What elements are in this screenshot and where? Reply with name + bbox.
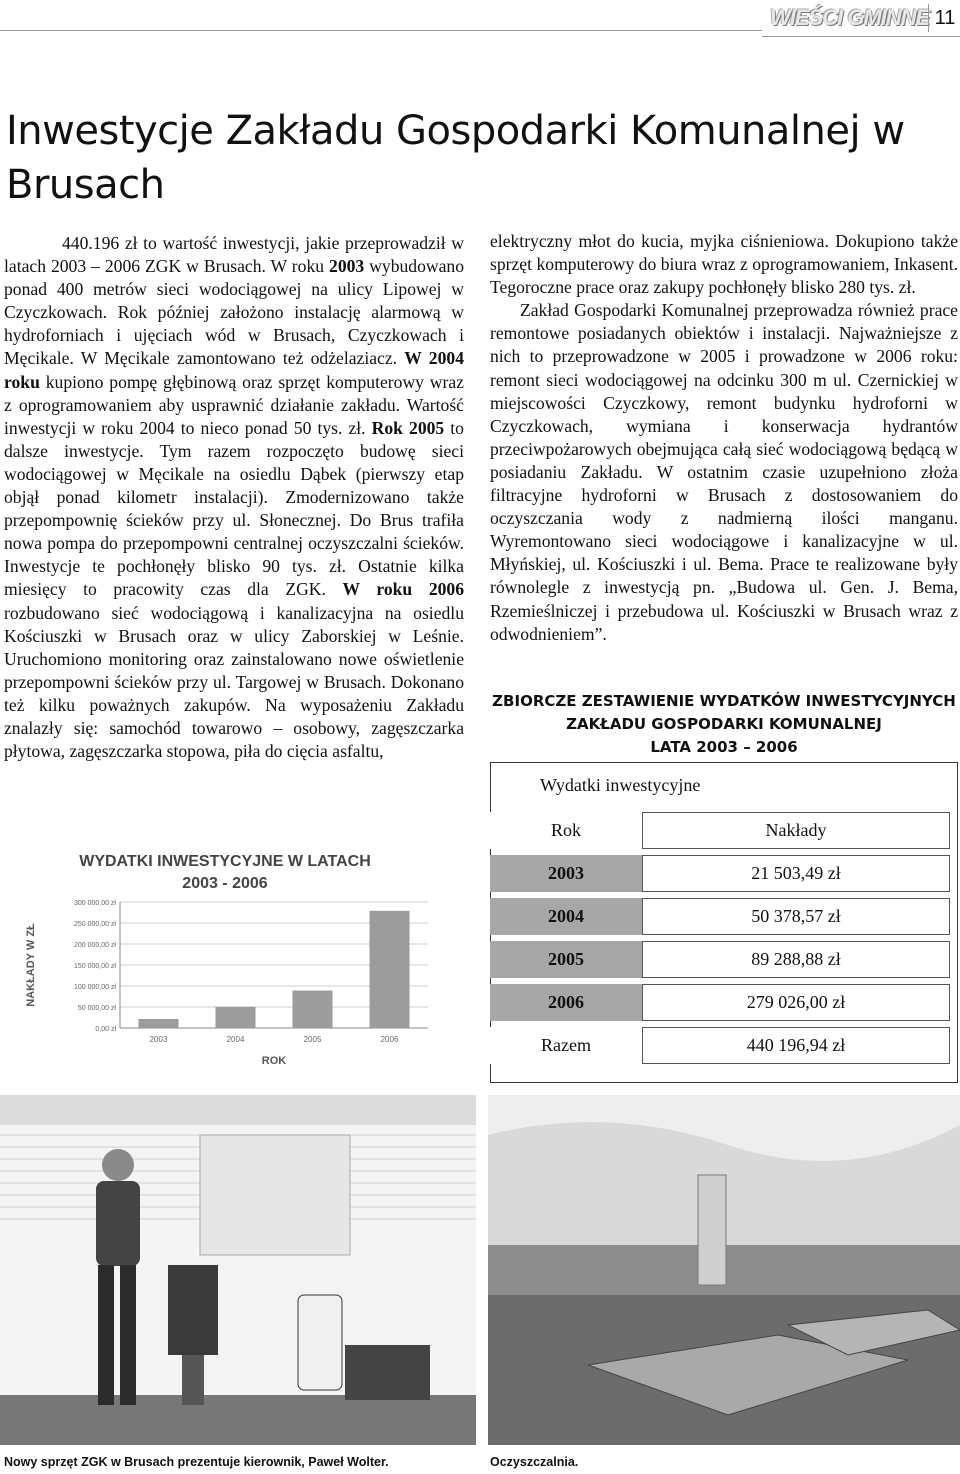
table-caption: Wydatki inwestycyjne bbox=[540, 775, 701, 795]
y-tick-label: 0,00 zł bbox=[95, 1026, 116, 1033]
x-tick-label: 2003 bbox=[149, 1035, 168, 1044]
left-column bbox=[4, 232, 464, 763]
pressure-washer bbox=[298, 1295, 342, 1390]
plate-compactor bbox=[345, 1345, 430, 1400]
table-row: 2004 50 378,57 zł bbox=[490, 898, 950, 935]
header-year: Rok bbox=[490, 812, 642, 849]
person-leg bbox=[120, 1265, 136, 1405]
bar-2005 bbox=[292, 990, 332, 1028]
bar-chart bbox=[10, 842, 440, 1080]
header-rule-right bbox=[762, 36, 960, 37]
x-axis-label: ROK bbox=[261, 1055, 287, 1067]
photo-caption-left: Nowy sprzęt ZGK w Brusach prezentuje kierownik, Paweł Wolter. bbox=[4, 1455, 389, 1469]
x-tick-label: 2005 bbox=[303, 1035, 322, 1044]
y-axis-label: NAKŁADY W ZŁ bbox=[25, 923, 37, 1007]
chart-subtitle: 2003 - 2006 bbox=[182, 875, 268, 892]
bar-2004 bbox=[215, 1007, 255, 1028]
photo-wall-top bbox=[0, 1095, 476, 1125]
article-title: Inwestycje Zakładu Gospodarki Komunalnej w Brusach bbox=[6, 108, 905, 208]
table-row: 2003 21 503,49 zł bbox=[490, 855, 950, 892]
table-header-row bbox=[490, 812, 950, 849]
photo-treatment-plant bbox=[488, 1095, 960, 1445]
silo bbox=[698, 1175, 726, 1285]
right-paragraph-1: elektryczny młot do kucia, myjka ciśnieniowa. Dokupiono także sprzęt komputerowy do biura wraz z oprogramowaniem, Inkasent. Tegoroczne prace oraz zakupy pochłonęły blisko 280 tys. zł. bbox=[490, 231, 958, 298]
tamper-machine bbox=[168, 1265, 218, 1355]
x-tick-label: 2006 bbox=[380, 1035, 399, 1044]
x-tick-label: 2004 bbox=[226, 1035, 245, 1044]
ground bbox=[0, 1395, 476, 1445]
masthead-logo: WIEŚCI GMINNE bbox=[770, 5, 930, 30]
header-amount: Nakłady bbox=[642, 812, 950, 849]
photo-equipment bbox=[0, 1095, 476, 1445]
person-leg bbox=[98, 1265, 114, 1405]
window bbox=[200, 1135, 350, 1255]
spending-table bbox=[490, 806, 950, 1070]
person-head bbox=[102, 1149, 134, 1181]
y-tick-label: 200 000,00 zł bbox=[73, 942, 116, 949]
header-rule bbox=[0, 30, 762, 31]
right-column bbox=[490, 230, 958, 646]
table-row: 2005 89 288,88 zł bbox=[490, 941, 950, 978]
person-body bbox=[96, 1181, 140, 1266]
tamper-foot bbox=[182, 1355, 204, 1405]
bar-2006 bbox=[369, 911, 409, 1028]
page-number: 11 bbox=[928, 4, 960, 32]
right-paragraph-2: Zakład Gospodarki Komunalnej przeprowadza również prace remontowe posiadanych obiektów i instalacji. Najważniejsze z nich to przeprowadzone w 2005 i prowadzone w 2006 roku: remont sieci wodociągowej na odcinku 300 m ul. Czernickiej w miejscowości Czyczkowy, remont budynku hydroforni w Czyczkowach, wymiana i konserwacja hydrantów przeciwpożarowych obejmująca całą sieć wodociągową będącą w posiadaniu Zakładu. W ostatnim czasie uzupełniono złoża filtracyjne hydroforni w Brusach z dostosowaniem do oczyszczania wody z nadmierną ilości manganu. Wyremontowano sieci wodociągowe i kanalizacyjne w ul. Młyńskiej, ul. Kościuszki i ul. Bema. Prace te realizowane były równolegle z inwestycją pn. „Budowa ul. Gen. J. Bema, Rzemieślniczej i przebudowa ul. Kościuszki w Brusach wraz z odwodnieniem”. bbox=[490, 300, 958, 644]
bar-2003 bbox=[138, 1019, 178, 1028]
y-tick-label: 50 000,00 zł bbox=[77, 1005, 116, 1012]
y-tick-label: 250 000,00 zł bbox=[73, 921, 116, 928]
chart-title: WYDATKI INWESTYCYJNE W LATACH bbox=[79, 853, 371, 870]
photo-caption-right: Oczyszczalnia. bbox=[490, 1455, 579, 1469]
table-total-row: Razem 440 196,94 zł bbox=[490, 1027, 950, 1064]
y-tick-label: 100 000,00 zł bbox=[73, 984, 116, 991]
y-tick-label: 150 000,00 zł bbox=[73, 963, 116, 970]
left-paragraph: 440.196 zł to wartość inwestycji, jakie przeprowadził w latach 2003 – 2006 ZGK w Brusach. W roku 2003 wybudowano ponad 400 metrów sieci wodociągowej na ulicy Lipowej w Czyczkowach. Rok później założono instalację alarmową w hydroforniach i ujęciach wód w Brusach, Czyczkowach i Męcikale. W Męcikale zamontowano też odżelaziacz. W 2004 roku kupiono pompę głębinową oraz sprzęt komputerowy wraz z oprogramowaniem aby usprawnić działanie zakładu. Wartość inwestycji w roku 2004 to nieco ponad 50 tys. zł. Rok 2005 to dalsze inwestycje. Tym razem rozpoczęto budowę sieci wodociągowej w Męcikale na osiedlu Dąbek (pierwszy etap objął ponad kilometr instalacji). Zmodernizowano także przepompownię ścieków przy ul. Słonecznej. Do Brus trafiła nowa pompa do przepompowni centralnej oczyszczalni ścieków. Inwestycje te pochłonęły blisko 90 tys. zł. Ostatnie kilka miesięcy to pracowity czas dla ZGK. W roku 2006 rozbudowano sieć wodociągową i kanalizacyjna na osiedlu Kościuszki w Brusach oraz w ulicy Zaborskiej w Leśnie. Uruchomiono monitoring oraz zainstalowano nowe oświetlenie przepompowni ścieków przy ul. Targowej w Brusach. Dokonano też kilku poważnych zakupów. Na wyposażeniu Zakładu znalazły się: samochód towarowo – osobowy, zagęszczarka płytowa, zagęszczarka stopowa, piła do cięcia asfaltu, bbox=[4, 233, 465, 762]
table-row: 2006 279 026,00 zł bbox=[490, 984, 950, 1021]
summary-heading: ZBIORCZE ZESTAWIENIE WYDATKÓW INWESTYCYJNYCH ZAKŁADU GOSPODARKI KOMUNALNEJ LATA 2003 – 2006 bbox=[492, 692, 956, 756]
y-tick-label: 300 000,00 zł bbox=[73, 900, 116, 907]
